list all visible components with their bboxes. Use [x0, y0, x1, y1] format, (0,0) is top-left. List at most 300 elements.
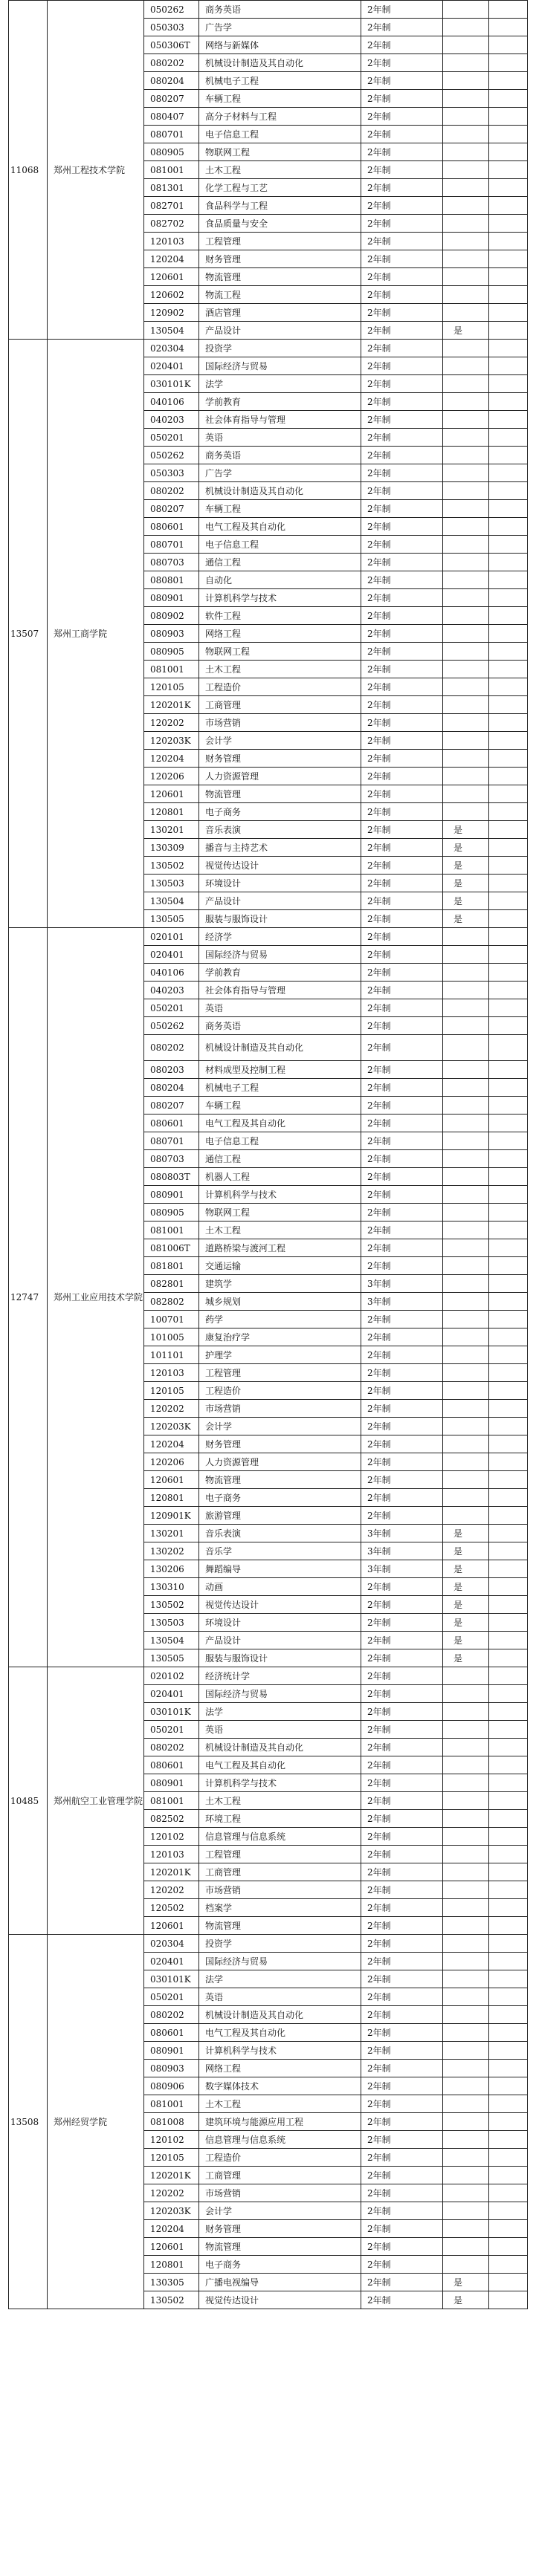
- major-code-cell: 080905: [144, 1204, 199, 1222]
- study-years-cell: 2年制: [361, 2113, 443, 2131]
- study-years-cell: 2年制: [361, 90, 443, 108]
- art-flag-cell: 是: [443, 1560, 489, 1578]
- note-cell: [489, 2238, 528, 2256]
- note-cell: [489, 1846, 528, 1863]
- art-flag-cell: [443, 1311, 489, 1328]
- note-cell: [489, 429, 528, 447]
- note-cell: [489, 1917, 528, 1935]
- note-cell: [489, 1721, 528, 1739]
- major-name-cell: 视觉传达设计: [199, 2291, 361, 2309]
- major-code-cell: 120502: [144, 1899, 199, 1917]
- note-cell: [489, 661, 528, 678]
- study-years-cell: 2年制: [361, 1311, 443, 1328]
- note-cell: [489, 1828, 528, 1846]
- study-years-cell: 2年制: [361, 536, 443, 554]
- art-flag-cell: [443, 1863, 489, 1881]
- study-years-cell: 2年制: [361, 768, 443, 785]
- study-years-cell: 2年制: [361, 1632, 443, 1649]
- major-code-cell: 080901: [144, 1774, 199, 1792]
- note-cell: [489, 2006, 528, 2024]
- study-years-cell: 2年制: [361, 1017, 443, 1035]
- major-code-cell: 020304: [144, 1935, 199, 1953]
- major-name-cell: 计算机科学与技术: [199, 1774, 361, 1792]
- study-years-cell: 2年制: [361, 821, 443, 839]
- major-name-cell: 土木工程: [199, 161, 361, 179]
- major-code-cell: 120801: [144, 1489, 199, 1507]
- study-years-cell: 2年制: [361, 1988, 443, 2006]
- major-name-cell: 车辆工程: [199, 90, 361, 108]
- major-name-cell: 音乐表演: [199, 821, 361, 839]
- art-flag-cell: [443, 2167, 489, 2184]
- art-flag-cell: 是: [443, 1578, 489, 1596]
- study-years-cell: 2年制: [361, 910, 443, 928]
- note-cell: [489, 1596, 528, 1614]
- note-cell: [489, 946, 528, 964]
- major-name-cell: 建筑环境与能源应用工程: [199, 2113, 361, 2131]
- art-flag-cell: [443, 2220, 489, 2238]
- study-years-cell: 2年制: [361, 1115, 443, 1132]
- major-code-cell: 120204: [144, 2220, 199, 2238]
- major-name-cell: 法学: [199, 1970, 361, 1988]
- major-name-cell: 电气工程及其自动化: [199, 1115, 361, 1132]
- note-cell: [489, 714, 528, 732]
- major-name-cell: 物联网工程: [199, 1204, 361, 1222]
- art-flag-cell: [443, 928, 489, 946]
- art-flag-cell: [443, 1346, 489, 1364]
- art-flag-cell: [443, 518, 489, 536]
- note-cell: [489, 2131, 528, 2149]
- major-code-cell: 130503: [144, 875, 199, 892]
- study-years-cell: 2年制: [361, 1364, 443, 1382]
- major-code-cell: 050262: [144, 1, 199, 19]
- major-name-cell: 计算机科学与技术: [199, 2042, 361, 2060]
- major-name-cell: 护理学: [199, 1346, 361, 1364]
- major-code-cell: 082701: [144, 197, 199, 215]
- major-code-cell: 020401: [144, 946, 199, 964]
- study-years-cell: 2年制: [361, 1328, 443, 1346]
- art-flag-cell: [443, 340, 489, 357]
- major-name-cell: 旅游管理: [199, 1507, 361, 1525]
- study-years-cell: 2年制: [361, 928, 443, 946]
- major-code-cell: 082502: [144, 1810, 199, 1828]
- major-code-cell: 030101K: [144, 1970, 199, 1988]
- study-years-cell: 2年制: [361, 1453, 443, 1471]
- major-code-cell: 080207: [144, 500, 199, 518]
- note-cell: [489, 126, 528, 143]
- art-flag-cell: 是: [443, 1649, 489, 1667]
- major-name-cell: 投资学: [199, 340, 361, 357]
- study-years-cell: 2年制: [361, 179, 443, 197]
- major-name-cell: 城乡规划: [199, 1293, 361, 1311]
- major-code-cell: 130505: [144, 1649, 199, 1667]
- major-name-cell: 会计学: [199, 1418, 361, 1435]
- major-code-cell: 081301: [144, 179, 199, 197]
- major-name-cell: 国际经济与贸易: [199, 1953, 361, 1970]
- art-flag-cell: [443, 678, 489, 696]
- major-code-cell: 040106: [144, 964, 199, 982]
- major-code-cell: 120105: [144, 2149, 199, 2167]
- art-flag-cell: [443, 696, 489, 714]
- art-flag-cell: [443, 1435, 489, 1453]
- note-cell: [489, 1739, 528, 1756]
- art-flag-cell: [443, 946, 489, 964]
- art-flag-cell: [443, 803, 489, 821]
- major-code-cell: 120202: [144, 714, 199, 732]
- study-years-cell: 2年制: [361, 1739, 443, 1756]
- major-name-cell: 工程造价: [199, 1382, 361, 1400]
- study-years-cell: 2年制: [361, 304, 443, 322]
- art-flag-cell: [443, 1846, 489, 1863]
- major-code-cell: 080601: [144, 2024, 199, 2042]
- major-name-cell: 动画: [199, 1578, 361, 1596]
- study-years-cell: 2年制: [361, 1418, 443, 1435]
- art-flag-cell: 是: [443, 875, 489, 892]
- major-code-cell: 120801: [144, 2256, 199, 2274]
- note-cell: [489, 1346, 528, 1364]
- major-code-cell: 120204: [144, 1435, 199, 1453]
- major-code-cell: 130504: [144, 322, 199, 340]
- major-code-cell: 081001: [144, 161, 199, 179]
- art-flag-cell: [443, 2202, 489, 2220]
- major-name-cell: 社会体育指导与管理: [199, 411, 361, 429]
- note-cell: [489, 1418, 528, 1435]
- note-cell: [489, 1150, 528, 1168]
- art-flag-cell: [443, 750, 489, 768]
- art-flag-cell: [443, 2131, 489, 2149]
- major-name-cell: 机器人工程: [199, 1168, 361, 1186]
- study-years-cell: 2年制: [361, 1489, 443, 1507]
- study-years-cell: 2年制: [361, 2095, 443, 2113]
- major-code-cell: 081001: [144, 2095, 199, 2113]
- note-cell: [489, 340, 528, 357]
- major-code-cell: 120105: [144, 678, 199, 696]
- major-name-cell: 机械设计制造及其自动化: [199, 1035, 361, 1061]
- note-cell: [489, 1328, 528, 1346]
- note-cell: [489, 36, 528, 54]
- major-name-cell: 商务英语: [199, 447, 361, 464]
- major-name-cell: 档案学: [199, 1899, 361, 1917]
- art-flag-cell: [443, 1739, 489, 1756]
- note-cell: [489, 286, 528, 304]
- art-flag-cell: [443, 482, 489, 500]
- study-years-cell: 2年制: [361, 2024, 443, 2042]
- note-cell: [489, 643, 528, 661]
- study-years-cell: 3年制: [361, 1275, 443, 1293]
- art-flag-cell: [443, 999, 489, 1017]
- major-name-cell: 食品科学与工程: [199, 197, 361, 215]
- major-code-cell: 120201K: [144, 2167, 199, 2184]
- note-cell: [489, 2202, 528, 2220]
- school-name-cell: 郑州工业应用技术学院: [48, 928, 144, 1667]
- note-cell: [489, 161, 528, 179]
- study-years-cell: 2年制: [361, 1917, 443, 1935]
- major-code-cell: 080601: [144, 1115, 199, 1132]
- school-code-cell: 10485: [9, 1667, 48, 1935]
- art-flag-cell: [443, 1471, 489, 1489]
- major-name-cell: 康复治疗学: [199, 1328, 361, 1346]
- study-years-cell: 2年制: [361, 1132, 443, 1150]
- art-flag-cell: [443, 661, 489, 678]
- art-flag-cell: [443, 1953, 489, 1970]
- major-code-cell: 120801: [144, 803, 199, 821]
- study-years-cell: 2年制: [361, 197, 443, 215]
- major-name-cell: 法学: [199, 1703, 361, 1721]
- major-code-cell: 030101K: [144, 375, 199, 393]
- major-code-cell: 080701: [144, 1132, 199, 1150]
- study-years-cell: 2年制: [361, 268, 443, 286]
- major-name-cell: 经济统计学: [199, 1667, 361, 1685]
- major-code-cell: 130503: [144, 1614, 199, 1632]
- major-code-cell: 020101: [144, 928, 199, 946]
- study-years-cell: 2年制: [361, 464, 443, 482]
- note-cell: [489, 518, 528, 536]
- major-name-cell: 工程管理: [199, 1364, 361, 1382]
- note-cell: [489, 625, 528, 643]
- note-cell: [489, 696, 528, 714]
- art-flag-cell: [443, 2149, 489, 2167]
- table-row: [9, 340, 528, 357]
- major-name-cell: 市场营销: [199, 1881, 361, 1899]
- major-code-cell: 120202: [144, 1400, 199, 1418]
- note-cell: [489, 1792, 528, 1810]
- study-years-cell: 2年制: [361, 233, 443, 250]
- note-cell: [489, 482, 528, 500]
- art-flag-cell: [443, 54, 489, 72]
- art-flag-cell: [443, 1828, 489, 1846]
- art-flag-cell: [443, 1685, 489, 1703]
- major-code-cell: 080601: [144, 518, 199, 536]
- note-cell: [489, 322, 528, 340]
- major-code-cell: 130201: [144, 1525, 199, 1542]
- major-name-cell: 物流管理: [199, 1471, 361, 1489]
- study-years-cell: 2年制: [361, 447, 443, 464]
- major-code-cell: 020102: [144, 1667, 199, 1685]
- note-cell: [489, 2167, 528, 2184]
- study-years-cell: 2年制: [361, 1899, 443, 1917]
- note-cell: [489, 1097, 528, 1115]
- art-flag-cell: [443, 1115, 489, 1132]
- major-name-cell: 物流管理: [199, 268, 361, 286]
- major-name-cell: 信息管理与信息系统: [199, 2131, 361, 2149]
- art-flag-cell: [443, 1667, 489, 1685]
- major-code-cell: 020401: [144, 1953, 199, 1970]
- table-row: [9, 1, 528, 19]
- major-name-cell: 财务管理: [199, 250, 361, 268]
- study-years-cell: 2年制: [361, 1846, 443, 1863]
- art-flag-cell: [443, 1418, 489, 1435]
- study-years-cell: 2年制: [361, 607, 443, 625]
- art-flag-cell: [443, 1489, 489, 1507]
- art-flag-cell: [443, 2256, 489, 2274]
- art-flag-cell: [443, 108, 489, 126]
- art-flag-cell: [443, 1810, 489, 1828]
- art-flag-cell: [443, 536, 489, 554]
- major-name-cell: 自动化: [199, 571, 361, 589]
- major-name-cell: 播音与主持艺术: [199, 839, 361, 857]
- major-name-cell: 物流管理: [199, 2238, 361, 2256]
- major-name-cell: 国际经济与贸易: [199, 357, 361, 375]
- major-code-cell: 120203K: [144, 1418, 199, 1435]
- major-name-cell: 英语: [199, 1721, 361, 1739]
- note-cell: [489, 1, 528, 19]
- major-name-cell: 工程造价: [199, 678, 361, 696]
- major-code-cell: 080204: [144, 72, 199, 90]
- major-code-cell: 130206: [144, 1560, 199, 1578]
- major-code-cell: 080703: [144, 1150, 199, 1168]
- art-flag-cell: [443, 1275, 489, 1293]
- study-years-cell: 2年制: [361, 1649, 443, 1667]
- major-name-cell: 土木工程: [199, 2095, 361, 2113]
- note-cell: [489, 90, 528, 108]
- major-name-cell: 土木工程: [199, 1222, 361, 1239]
- major-name-cell: 车辆工程: [199, 1097, 361, 1115]
- note-cell: [489, 1471, 528, 1489]
- note-cell: [489, 2024, 528, 2042]
- study-years-cell: 2年制: [361, 589, 443, 607]
- art-flag-cell: [443, 607, 489, 625]
- study-years-cell: 2年制: [361, 732, 443, 750]
- note-cell: [489, 2220, 528, 2238]
- note-cell: [489, 1489, 528, 1507]
- study-years-cell: 2年制: [361, 1435, 443, 1453]
- note-cell: [489, 1810, 528, 1828]
- art-flag-cell: [443, 1507, 489, 1525]
- note-cell: [489, 179, 528, 197]
- study-years-cell: 2年制: [361, 1204, 443, 1222]
- study-years-cell: 2年制: [361, 571, 443, 589]
- major-code-cell: 120103: [144, 1364, 199, 1382]
- major-code-cell: 080202: [144, 1739, 199, 1756]
- art-flag-cell: [443, 554, 489, 571]
- major-name-cell: 信息管理与信息系统: [199, 1828, 361, 1846]
- major-name-cell: 产品设计: [199, 1632, 361, 1649]
- note-cell: [489, 1881, 528, 1899]
- art-flag-cell: 是: [443, 1525, 489, 1542]
- major-code-cell: 080701: [144, 536, 199, 554]
- major-name-cell: 网络工程: [199, 2060, 361, 2077]
- major-code-cell: 081001: [144, 1222, 199, 1239]
- note-cell: [489, 411, 528, 429]
- study-years-cell: 2年制: [361, 857, 443, 875]
- art-flag-cell: [443, 1364, 489, 1382]
- school-code-cell: 11068: [9, 1, 48, 340]
- major-name-cell: 网络工程: [199, 625, 361, 643]
- art-flag-cell: [443, 1186, 489, 1204]
- major-name-cell: 酒店管理: [199, 304, 361, 322]
- major-name-cell: 会计学: [199, 732, 361, 750]
- study-years-cell: 2年制: [361, 1935, 443, 1953]
- note-cell: [489, 928, 528, 946]
- study-years-cell: 2年制: [361, 286, 443, 304]
- art-flag-cell: [443, 1328, 489, 1346]
- majors-table: [8, 0, 528, 2309]
- note-cell: [489, 1275, 528, 1293]
- art-flag-cell: 是: [443, 1614, 489, 1632]
- note-cell: [489, 1257, 528, 1275]
- art-flag-cell: [443, 375, 489, 393]
- art-flag-cell: [443, 1881, 489, 1899]
- major-code-cell: 081006T: [144, 1239, 199, 1257]
- art-flag-cell: [443, 1293, 489, 1311]
- art-flag-cell: [443, 90, 489, 108]
- major-code-cell: 120203K: [144, 2202, 199, 2220]
- note-cell: [489, 215, 528, 233]
- major-name-cell: 国际经济与贸易: [199, 1685, 361, 1703]
- major-code-cell: 080202: [144, 1035, 199, 1061]
- note-cell: [489, 1988, 528, 2006]
- major-code-cell: 082801: [144, 1275, 199, 1293]
- major-name-cell: 视觉传达设计: [199, 857, 361, 875]
- note-cell: [489, 1079, 528, 1097]
- major-code-cell: 120601: [144, 1471, 199, 1489]
- art-flag-cell: [443, 1257, 489, 1275]
- major-name-cell: 人力资源管理: [199, 768, 361, 785]
- major-name-cell: 机械设计制造及其自动化: [199, 2006, 361, 2024]
- study-years-cell: 2年制: [361, 2006, 443, 2024]
- art-flag-cell: [443, 982, 489, 999]
- major-code-cell: 120201K: [144, 1863, 199, 1881]
- study-years-cell: 2年制: [361, 875, 443, 892]
- study-years-cell: 2年制: [361, 785, 443, 803]
- study-years-cell: 2年制: [361, 393, 443, 411]
- admission-majors-sheet: [8, 0, 527, 2309]
- art-flag-cell: [443, 19, 489, 36]
- note-cell: [489, 768, 528, 785]
- art-flag-cell: [443, 1453, 489, 1471]
- note-cell: [489, 2060, 528, 2077]
- study-years-cell: 2年制: [361, 36, 443, 54]
- study-years-cell: 3年制: [361, 1542, 443, 1560]
- major-name-cell: 环境设计: [199, 1614, 361, 1632]
- major-name-cell: 通信工程: [199, 1150, 361, 1168]
- major-code-cell: 081008: [144, 2113, 199, 2131]
- major-name-cell: 投资学: [199, 1935, 361, 1953]
- major-code-cell: 082802: [144, 1293, 199, 1311]
- art-flag-cell: [443, 72, 489, 90]
- major-name-cell: 产品设计: [199, 892, 361, 910]
- major-name-cell: 工程管理: [199, 233, 361, 250]
- study-years-cell: 2年制: [361, 946, 443, 964]
- art-flag-cell: [443, 36, 489, 54]
- art-flag-cell: [443, 643, 489, 661]
- note-cell: [489, 1435, 528, 1453]
- note-cell: [489, 250, 528, 268]
- note-cell: [489, 1364, 528, 1382]
- note-cell: [489, 1222, 528, 1239]
- major-code-cell: 080202: [144, 482, 199, 500]
- note-cell: [489, 1542, 528, 1560]
- major-code-cell: 080803T: [144, 1168, 199, 1186]
- major-name-cell: 电子信息工程: [199, 126, 361, 143]
- major-name-cell: 视觉传达设计: [199, 1596, 361, 1614]
- major-name-cell: 产品设计: [199, 322, 361, 340]
- major-code-cell: 130502: [144, 1596, 199, 1614]
- art-flag-cell: [443, 1774, 489, 1792]
- major-code-cell: 120204: [144, 750, 199, 768]
- school-name-cell: 郑州航空工业管理学院: [48, 1667, 144, 1935]
- note-cell: [489, 2113, 528, 2131]
- art-flag-cell: 是: [443, 1542, 489, 1560]
- major-code-cell: 040203: [144, 411, 199, 429]
- major-name-cell: 服装与服饰设计: [199, 910, 361, 928]
- study-years-cell: 2年制: [361, 982, 443, 999]
- major-code-cell: 101005: [144, 1328, 199, 1346]
- major-code-cell: 020304: [144, 340, 199, 357]
- major-code-cell: 120206: [144, 768, 199, 785]
- major-code-cell: 120201K: [144, 696, 199, 714]
- art-flag-cell: [443, 411, 489, 429]
- note-cell: [489, 1311, 528, 1328]
